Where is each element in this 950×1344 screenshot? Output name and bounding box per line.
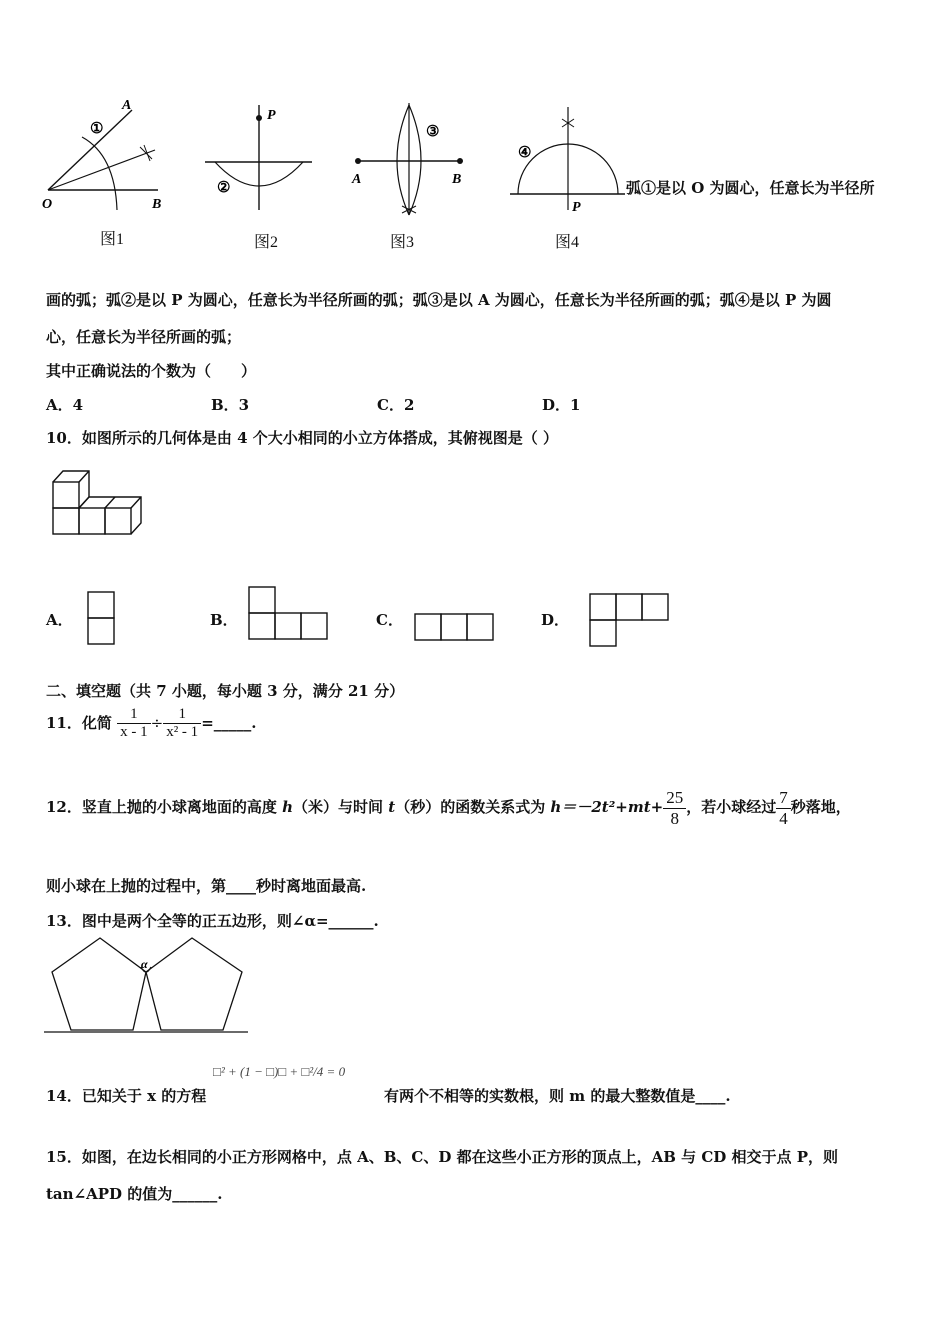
q11 xyxy=(46,706,256,742)
q12-frac1-num: 25 xyxy=(663,788,686,809)
q14-equation: □² + (1 − □)□ + □²/4 = 0 xyxy=(213,1064,346,1079)
q13-pentagons-figure xyxy=(44,935,249,1035)
fig2-label-p: P xyxy=(267,108,276,123)
q9-option-a[interactable]: A．4 xyxy=(46,396,84,414)
q10-option-a-figure[interactable] xyxy=(86,590,116,646)
q10-option-b-label[interactable]: B． xyxy=(210,611,238,629)
q9-line3: 心，任意长为半径所画的弧； xyxy=(46,328,242,346)
fig2-arc-label: ② xyxy=(217,180,231,196)
q12-part2: （米）与时间 xyxy=(293,798,389,817)
figure-1 xyxy=(42,98,161,212)
q12-var-t: t xyxy=(388,798,396,817)
fig2-caption: 图2 xyxy=(254,234,279,251)
q10-stem: 10．如图所示的几何体是由 4 个大小相同的小立方体搭成，其俯视图是（ ） xyxy=(46,429,558,447)
q11-den1: x - 1 xyxy=(120,724,148,741)
q10-option-c-label[interactable]: C． xyxy=(376,611,403,629)
q9-line1: 弧①是以 O 为圆心，任意长为半径所 xyxy=(626,179,875,197)
q11-num1: 1 xyxy=(117,706,151,724)
q11-fraction-2 xyxy=(163,706,201,742)
q13-stem: 13．图中是两个全等的正五边形，则∠α=______. xyxy=(46,912,379,930)
fig1-caption: 图1 xyxy=(100,231,125,248)
q9-line2: 画的弧；弧②是以 P 为圆心，任意长为半径所画的弧；弧③是以 A 为圆心，任意长为半径所画的弧；弧④是以 P 为圆 xyxy=(46,291,832,309)
q12-var-h: h xyxy=(282,798,294,817)
q11-num2: 1 xyxy=(163,706,201,724)
q12-fraction-7-4 xyxy=(776,788,791,828)
fig3-caption: 图3 xyxy=(390,234,415,251)
q12-line2: 则小球在上抛的过程中，第____秒时离地面最高. xyxy=(46,877,367,895)
figure-3 xyxy=(351,103,463,215)
q13-alpha-label: α xyxy=(141,957,148,971)
q14-suffix: 有两个不相等的实数根，则 m 的最大整数值是____. xyxy=(384,1087,731,1105)
q12-frac1-den: 8 xyxy=(670,808,679,828)
fig3-arc-label: ③ xyxy=(426,124,440,140)
q12-formula: h＝－2t²+mt+ xyxy=(550,798,664,817)
q12-frac2-num: 7 xyxy=(776,788,791,809)
q9-option-d[interactable]: D．1 xyxy=(542,396,581,414)
fig1-label-a: A xyxy=(122,98,132,113)
q11-prefix: 11．化简 xyxy=(46,713,112,732)
q15-line1: 15．如图，在边长相同的小正方形网格中，点 A、B、C、D 都在这些小正方形的顶点上，AB 与 CD 相交于点 P，则 xyxy=(46,1148,839,1166)
q12-part1: 12．竖直上抛的小球离地面的高度 xyxy=(46,798,283,817)
q12-fraction-25-8 xyxy=(663,788,686,828)
fig4-caption: 图4 xyxy=(555,234,580,251)
q14-prefix: 14．已知关于 x 的方程 xyxy=(46,1087,207,1105)
q12-frac2-den: 4 xyxy=(779,808,788,828)
q11-operator: ÷ xyxy=(150,713,164,732)
figure-4 xyxy=(510,107,625,215)
q10-option-d-figure[interactable] xyxy=(588,592,672,650)
q11-suffix: =_____. xyxy=(201,713,257,732)
q10-option-b-figure[interactable] xyxy=(247,585,331,643)
q11-fraction-1 xyxy=(117,706,151,742)
q10-solid-figure xyxy=(50,465,150,540)
q12-part4: ，若小球经过 xyxy=(686,798,777,817)
fig1-label-b: B xyxy=(152,197,162,212)
section-2-title: 二、填空题（共 7 小题，每小题 3 分，满分 21 分） xyxy=(46,682,405,700)
fig1-label-o: O xyxy=(42,197,53,212)
q12-part3: （秒）的函数关系式为 xyxy=(395,798,551,817)
q10-option-a-label[interactable]: A． xyxy=(46,611,73,629)
q15-line2: tan∠APD 的值为______. xyxy=(46,1185,223,1203)
q9-option-c[interactable]: C．2 xyxy=(377,396,415,414)
fig4-label-p: P xyxy=(572,200,581,215)
q10-option-c-figure[interactable] xyxy=(413,612,497,644)
fig3-label-a: A xyxy=(352,172,362,187)
q12-line1 xyxy=(46,788,851,828)
fig3-label-b: B xyxy=(452,172,462,187)
construction-figures xyxy=(40,95,640,255)
q9-question: 其中正确说法的个数为（ ） xyxy=(46,362,257,380)
q11-den2: x² - 1 xyxy=(166,724,199,741)
fig1-arc-label: ① xyxy=(90,121,104,137)
q9-option-b[interactable]: B．3 xyxy=(211,396,250,414)
figure-2 xyxy=(205,105,312,210)
q10-option-d-label[interactable]: D． xyxy=(541,611,570,629)
fig4-arc-label: ④ xyxy=(518,145,532,161)
q12-part5: 秒落地， xyxy=(790,798,851,817)
